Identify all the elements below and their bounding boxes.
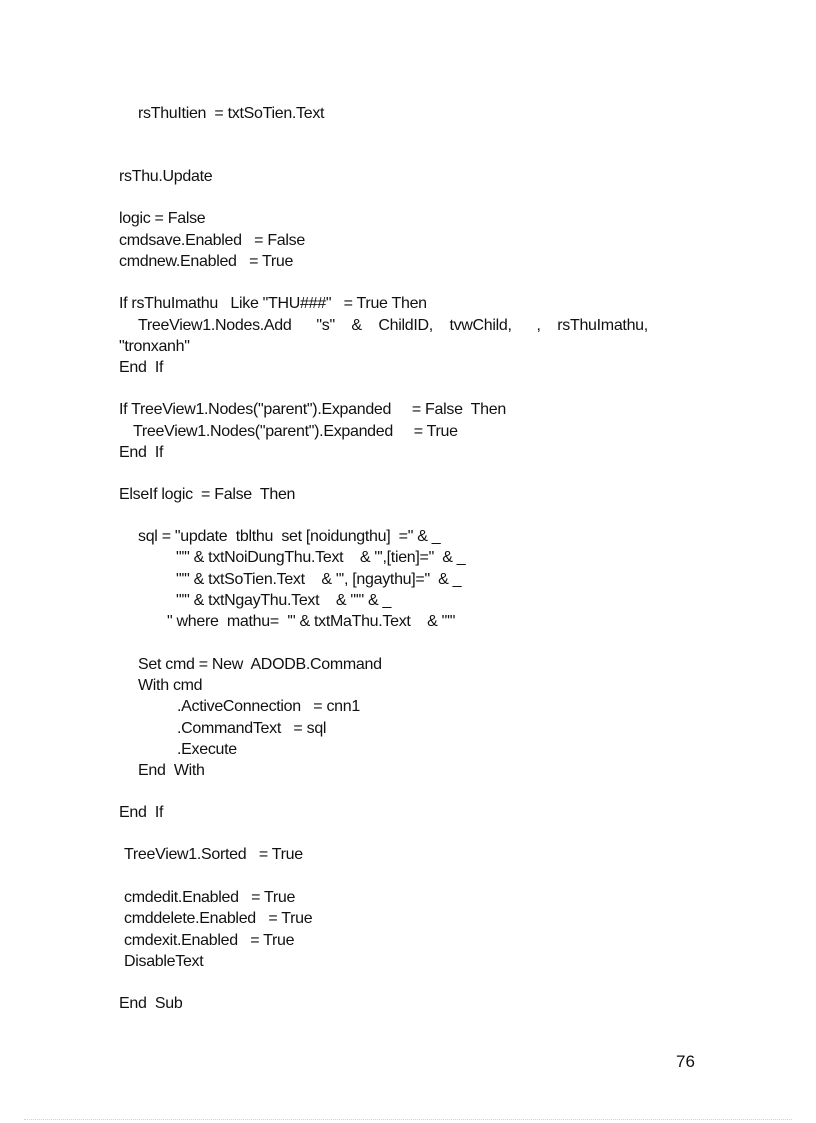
code-line: End If [119,804,164,821]
page-number: 76 [676,1052,695,1071]
page-bottom-divider [24,1119,792,1120]
code-line: cmddelete.Enabled = True [124,910,313,927]
code-line: "tronxanh" [119,338,190,355]
code-line: rsThu.Update [119,168,213,185]
code-line: "'" & txtNgayThu.Text & "'" & _ [176,592,392,609]
code-line: If rsThuImathu Like "THU###" = True Then [119,295,427,312]
code-line: Set cmd = New ADODB.Command [138,656,382,673]
code-line: "'" & txtSoTien.Text & "', [ngaythu]=" & _ [176,571,462,588]
code-line: End With [138,762,205,779]
code-line: " where mathu= '" & txtMaThu.Text & "'" [167,613,456,630]
code-line: .Execute [177,741,237,758]
code-line: With cmd [138,677,203,694]
code-line: sql = "update tblthu set [noidungthu] =" & _ [138,528,441,545]
code-line: cmdsave.Enabled = False [119,232,305,249]
code-line: If TreeView1.Nodes("parent").Expanded = False Then [119,401,506,418]
code-line: cmdedit.Enabled = True [124,889,296,906]
code-line: End Sub [119,995,183,1012]
code-line: "'" & txtNoiDungThu.Text & "',[tien]=" & _ [176,549,466,566]
code-line: DisableText [124,953,204,970]
code-line: End If [119,359,164,376]
code-line: TreeView1.Nodes("parent").Expanded = True [133,423,458,440]
code-line: TreeView1.Sorted = True [124,846,303,863]
code-line: End If [119,444,164,461]
code-line: .CommandText = sql [177,720,327,737]
code-line: cmdexit.Enabled = True [124,932,295,949]
code-line: rsThuItien = txtSoTien.Text [138,105,325,122]
code-line: .ActiveConnection = cnn1 [177,698,360,715]
code-line: cmdnew.Enabled = True [119,253,294,270]
code-line: ElseIf logic = False Then [119,486,296,503]
code-line: logic = False [119,210,206,227]
code-line: TreeView1.Nodes.Add "s" & ChildID, tvwChild, , rsThuImathu, [138,317,648,334]
